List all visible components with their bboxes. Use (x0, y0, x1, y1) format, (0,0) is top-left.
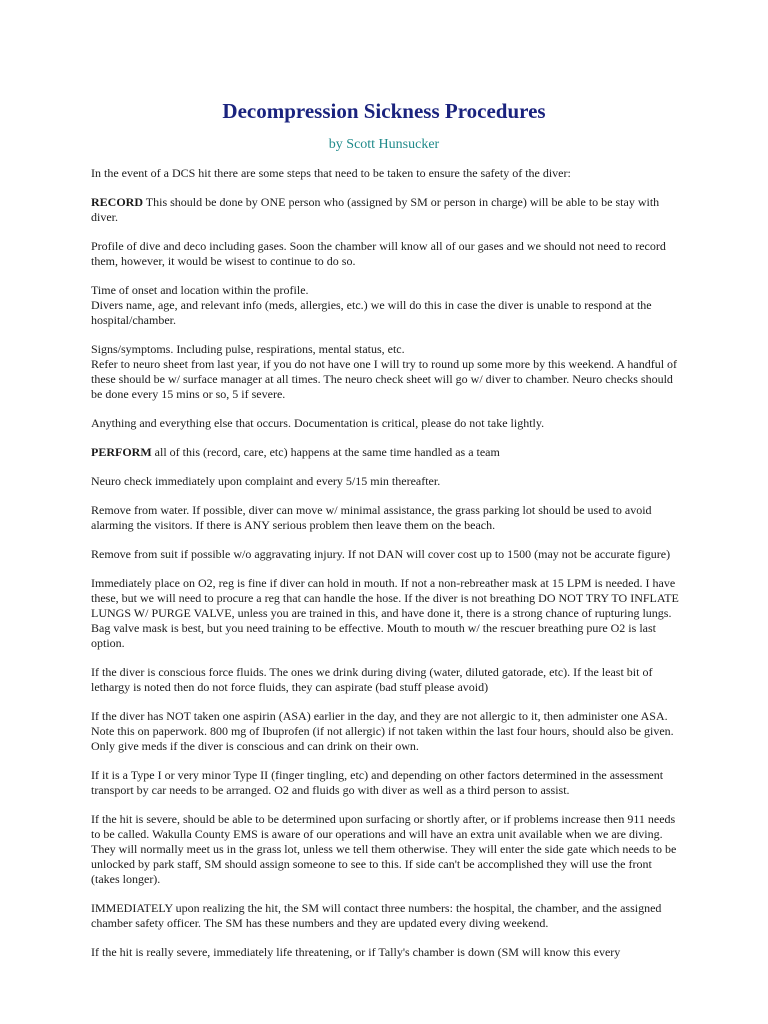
signs-line: Signs/symptoms. Including pulse, respirations, mental status, etc. (91, 342, 405, 356)
divers-info-paragraph: Divers name, age, and relevant info (meds, allergies, etc.) we will do this in case the diver is unable to respond at the hospital/chamber. (91, 298, 652, 327)
perform-paragraph (91, 445, 681, 460)
remove-suit-paragraph: Remove from suit if possible w/o aggravating injury. If not DAN will cover cost up to 1500 (may not be accurate figure) (91, 547, 671, 561)
fluids-paragraph: If the diver is conscious force fluids. The ones we drink during diving (water, diluted gatorade, etc). If the least bit of lethargy is noted then do not force fluids, they can aspirate (bad stuff please avoid) (91, 665, 653, 694)
record-heading: RECORD (91, 195, 144, 209)
record-paragraph (91, 195, 681, 225)
neuro-sheet-paragraph: Refer to neuro sheet from last year, if you do not have one I will try to round up some more by this weekend. A handful of these should be w/ surface manager at all times. The neuro check sheet will go w/ diver to chamber. Neuro checks should be done every 15 mins or so, 5 if severe. (91, 357, 678, 401)
type1-paragraph: If it is a Type I or very minor Type II (finger tingling, etc) and depending on other factors determined in the assessment transport by car needs to be arranged. O2 and fluids go with diver as well as a third person to assist. (91, 768, 664, 797)
onset-line: Time of onset and location within the profile. (91, 283, 309, 297)
profile-paragraph: Profile of dive and deco including gases. Soon the chamber will know all of our gases and we should not need to record them, however, it would be wisest to continue to do so. (91, 239, 666, 268)
document-title: Decompression Sickness Procedures (222, 99, 546, 123)
remove-water-paragraph: Remove from water. If possible, diver can move w/ minimal assistance, the grass parking lot should be used to avoid alarming the visitors. If there is ANY serious problem then leave them on the beach. (91, 503, 652, 532)
perform-text: all of this (record, care, etc) happens at the same time handled as a team (151, 445, 500, 459)
severe-paragraph: If the hit is severe, should be able to be determined upon surfacing or shortly after, or if problems increase then 911 needs to be called. Wakulla County EMS is aware of our operations and will have an extra unit available when we are diving. They will normally meet us in the grass lot, unless we tell them otherwise. They will enter the side gate which needs to be unlocked by park staff, SM should assign someone to see to this. If side can't be accomplished they will use the front (takes longer). (91, 812, 677, 886)
document-body (91, 166, 681, 974)
documentation-paragraph: Anything and everything else that occurs. Documentation is critical, please do not take lightly. (91, 416, 545, 430)
intro-paragraph: In the event of a DCS hit there are some steps that need to be taken to ensure the safety of the diver: (91, 166, 571, 180)
oxygen-paragraph: Immediately place on O2, reg is fine if diver can hold in mouth. If not a non-rebreather mask at 15 LPM is needed. I have these, but we will need to procure a reg that can handle the hose. If the diver is not breathing DO NOT TRY TO INFLATE LUNGS W/ PURGE VALVE, unless you are trained in this, and have done it, there is a strong chance of rupturing lungs. Bag valve mask is best, but you need training to be effective. Mouth to mouth w/ the rescuer breathing pure O2 is last option. (91, 576, 679, 650)
author-byline: by Scott Hunsucker (328, 137, 440, 152)
record-text: This should be done by ONE person who (assigned by SM or person in charge) will be able to be stay with diver. (91, 195, 660, 224)
aspirin-paragraph: If the diver has NOT taken one aspirin (ASA) earlier in the day, and they are not allergic to it, then administer one ASA. Note this on paperwork. 800 mg of Ibuprofen (if not allergic) if not taken within the last four hours, should also be given. Only give meds if the diver is conscious and can drink on their own. (91, 709, 674, 753)
perform-heading: PERFORM (91, 445, 152, 459)
immediately-paragraph: IMMEDIATELY upon realizing the hit, the SM will contact three numbers: the hospital, the chamber, and the assigned chamber safety officer. The SM has these numbers and they are updated every diving weekend. (91, 901, 662, 930)
neuro-check-paragraph: Neuro check immediately upon complaint and every 5/15 min thereafter. (91, 474, 441, 488)
really-severe-paragraph: If the hit is really severe, immediately life threatening, or if Tally's chamber is down (SM will know this every (91, 945, 621, 959)
